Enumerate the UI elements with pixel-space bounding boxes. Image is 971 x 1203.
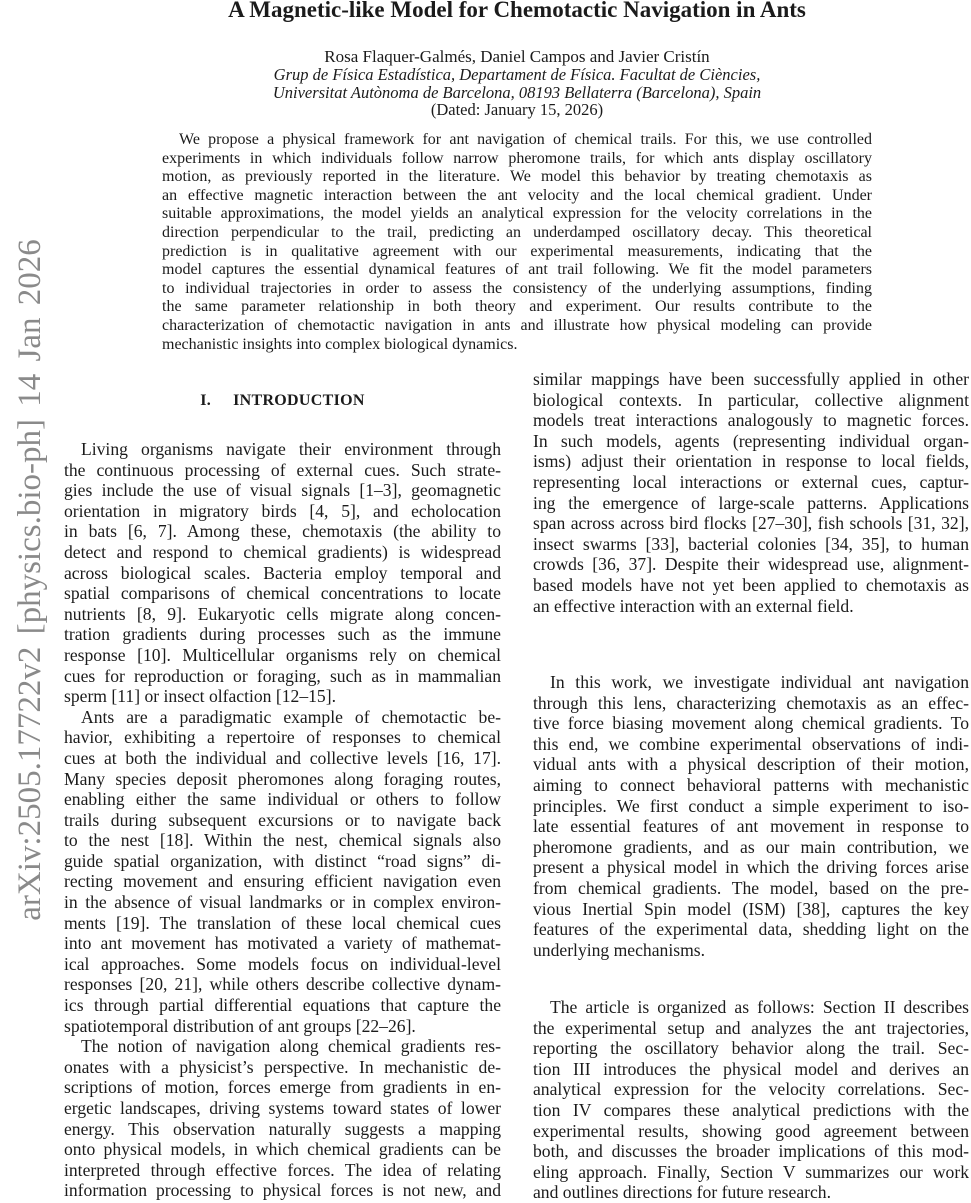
body-text-line: span across across bird flocks [27–30], fish schools [31, 32],	[533, 513, 969, 534]
body-text-line: into ant movement has motivated a variety of mathemat-	[64, 933, 501, 954]
abstract-line: suitable approximations, the model yields an analytical expression for the velocity correlations in the	[162, 205, 872, 223]
body-text-line: this end, we combine experimental observations of indi-	[533, 733, 969, 754]
body-text-line: The article is organized as follows: Section II describes	[550, 997, 969, 1017]
body-text-line: features of the experimental data, shedding light on the	[533, 919, 969, 940]
body-text-line: tion III introduces the physical model and derives an	[533, 1058, 969, 1079]
affiliation-line-1: Grup de Física Estadística, Departament de Física. Facultat de Ciències,	[273, 65, 761, 84]
affiliation-line-2: Universitat Autònoma de Barcelona, 08193 Bellaterra (Barcelona), Spain	[272, 83, 762, 102]
body-text-line: in bats [6, 7]. Among these, chemotaxis (the ability to	[64, 521, 501, 542]
body-text-line: vidual ants with a physical description of their motion,	[533, 754, 969, 775]
abstract-line: the same parameter relationship in both theory and experiment. Our results contribute to the	[162, 298, 872, 316]
body-text-line: sperm [11] or insect olfaction [12–15].	[64, 686, 336, 707]
abstract-line: model captures the essential dynamical features of ant trail following. We fit the model parameters	[162, 261, 872, 279]
body-text-line: and outlines directions for future research.	[533, 1182, 832, 1203]
body-text-line: models treat interactions analogously to magnetic forces.	[533, 410, 969, 431]
body-text-line: cues for reproduction or foraging, such as in mammalian	[64, 665, 501, 686]
body-text-line: aiming to connect behavioral patterns with mechanistic	[533, 774, 969, 795]
right-column-paragraph-1	[533, 369, 969, 616]
body-text-line: both, and discusses the broader implications of this mod-	[533, 1141, 969, 1162]
abstract-line: prediction is in qualitative agreement with our experimental measurements, indicating that the	[162, 242, 872, 260]
right-column-paragraph-2	[533, 672, 969, 960]
body-text-line: onto physical models, in which chemical gradients can be	[64, 1139, 501, 1160]
body-text-line: reporting the oscillatory behavior along the trail. Sec-	[533, 1038, 969, 1059]
abstract-line: characterization of chemotactic navigation in ants and illustrate how physical modeling can provide	[162, 316, 872, 334]
body-text-line: guide spatial organization, with distinct “road signs” di-	[64, 850, 501, 871]
body-text-line: Ants are a paradigmatic example of chemotactic be-	[81, 706, 501, 727]
body-text-line: the experimental setup and analyzes the ant trajectories,	[533, 1017, 969, 1038]
body-text-line: ments [19]. The translation of these local chemical cues	[64, 912, 501, 933]
body-text-line: an effective interaction with an external field.	[533, 595, 854, 616]
body-text-line: pheromone gradients, and as our main contribution, we	[533, 836, 969, 857]
body-text-line: across biological scales. Bacteria employ temporal and	[64, 562, 501, 583]
body-text-line: tration gradients during processes such as the immune	[64, 624, 501, 645]
paper-title: A Magnetic-like Model for Chemotactic Navigation in Ants	[228, 0, 806, 22]
body-text-line: scriptions of motion, forces emerge from gradients in en-	[64, 1077, 501, 1098]
body-text-line: to the nest [18]. Within the nest, chemical signals also	[64, 830, 501, 851]
body-text-line: eling approach. Finally, Section V summarizes our work	[533, 1161, 969, 1182]
body-text-line: isms) adjust their orientation in response to local fields,	[533, 451, 969, 472]
body-text-line: representing local interactions or external cues, captur-	[533, 471, 969, 492]
body-text-line: Living organisms navigate their environment through	[81, 439, 501, 459]
abstract	[162, 131, 872, 354]
body-text-line: analytical expression for the velocity correlations. Sec-	[533, 1079, 969, 1100]
body-text-line: orientation in migratory birds [4, 5], and echolocation	[64, 500, 501, 521]
body-text-line: tive force biasing movement along chemical gradients. To	[533, 713, 969, 734]
body-text-line: ical approaches. Some models focus on individual-level	[64, 953, 501, 974]
body-text-line: spatial comparisons of chemical concentrations to locate	[64, 583, 501, 604]
body-text-line: enabling either the same individual or others to follow	[64, 789, 501, 810]
abstract-line: experiments in which individuals follow narrow pheromone trails, for which ants display oscillatory	[162, 149, 872, 167]
body-text-line: cues at both the individual and collective levels [16, 17].	[64, 747, 501, 768]
body-text-line: experimental results, showing good agreement between	[533, 1120, 969, 1141]
body-text-line: present a physical model in which the driving forces arise	[533, 857, 969, 878]
body-text-line: ics through partial differential equations that capture the	[64, 995, 501, 1016]
date-line: (Dated: January 15, 2026)	[430, 100, 604, 119]
body-text-line: tion IV compares these analytical predictions with the	[533, 1099, 969, 1120]
section-heading-introduction	[64, 391, 501, 411]
abstract-line: motion, as previously reported in the literature. We model this behavior by treating chemotaxis as	[162, 168, 872, 186]
abstract-line: We propose a physical framework for ant navigation of chemical trails. For this, we use controlled	[179, 131, 872, 148]
abstract-line: mechanistic insights into complex biological dynamics.	[162, 335, 518, 353]
body-text-line: In this work, we investigate individual ant navigation	[550, 672, 969, 692]
body-text-line: havior, exhibiting a repertoire of responses to chemical	[64, 727, 501, 748]
body-text-line: recting movement and ensuring efficient navigation even	[64, 871, 501, 892]
body-text-line: ergetic landscapes, driving systems toward states of lower	[64, 1098, 501, 1118]
body-text-line: gies include the use of visual signals [1–3], geomagnetic	[64, 480, 501, 501]
body-text-line: ing the emergence of large-scale patterns. Applications	[533, 492, 969, 513]
body-text-line: responses [20, 21], while others describe collective dynam-	[64, 974, 501, 995]
abstract-line: to individual trajectories in order to assess the consistency of the underlying assumptions, finding	[162, 279, 872, 297]
body-text-line: response [10]. Multicellular organisms rely on chemical	[64, 644, 501, 665]
body-text-line: interpreted through effective forces. The idea of relating	[64, 1159, 501, 1180]
body-text-line: vious Inertial Spin model (ISM) [38], captures the key	[533, 898, 969, 919]
body-text-line: energy. This observation naturally suggests a mapping	[64, 1118, 501, 1139]
body-text-line: information processing to physical forces is not new, and	[64, 1180, 501, 1201]
section-number: I.	[200, 392, 212, 409]
body-text-line: In such models, agents (representing individual organ-	[533, 430, 969, 451]
abstract-line: an effective magnetic interaction between the ant velocity and the local chemical gradient. Under	[162, 186, 872, 204]
body-text-line: The notion of navigation along chemical gradients res-	[81, 1036, 501, 1057]
body-text-line: detect and respond to chemical gradients) is widespread	[64, 541, 501, 562]
body-text-line: the continuous processing of external cues. Such strate-	[64, 459, 501, 480]
body-text-line: biological contexts. In particular, collective alignment	[533, 389, 969, 410]
body-text-line: through this lens, characterizing chemotaxis as an effec-	[533, 692, 969, 713]
body-text-line: insect swarms [33], bacterial colonies [34, 35], to human	[533, 533, 969, 554]
author-list: Rosa Flaquer-Galmés, Daniel Campos and Javier Cristín	[324, 47, 710, 66]
body-text-line: in the absence of visual landmarks or in complex environ-	[64, 892, 501, 913]
right-column-paragraph-3	[533, 997, 969, 1203]
body-text-line: onates with a physicist’s perspective. In mechanistic de-	[64, 1056, 501, 1077]
section-title: INTRODUCTION	[233, 392, 365, 409]
body-text-line: crowds [36, 37]. Despite their widespread use, alignment-	[533, 554, 969, 575]
body-text-line: underlying mechanisms.	[533, 939, 705, 960]
body-text-line: late essential features of ant movement in response to	[533, 816, 969, 837]
body-text-line: spatiotemporal distribution of ant groups [22–26].	[64, 1015, 416, 1036]
body-text-line: principles. We first conduct a simple experiment to iso-	[533, 795, 969, 816]
body-text-line: from chemical gradients. The model, based on the pre-	[533, 877, 969, 898]
left-column	[64, 439, 501, 1201]
body-text-line: similar mappings have been successfully applied in other	[533, 369, 969, 389]
arxiv-identifier-stamp: arXiv:2505.17722v2 [physics.bio-ph] 14 Jan 2026	[12, 239, 48, 921]
abstract-line: direction perpendicular to the trail, predicting an underdamped oscillatory decay. This theoretical	[162, 223, 872, 241]
body-text-line: nutrients [8, 9]. Eukaryotic cells migrate along concen-	[64, 603, 501, 624]
body-text-line: trails during subsequent excursions or to navigate back	[64, 809, 501, 830]
body-text-line: based models have not yet been applied to chemotaxis as	[533, 574, 969, 595]
body-text-line: Many species deposit pheromones along foraging routes,	[64, 768, 501, 789]
